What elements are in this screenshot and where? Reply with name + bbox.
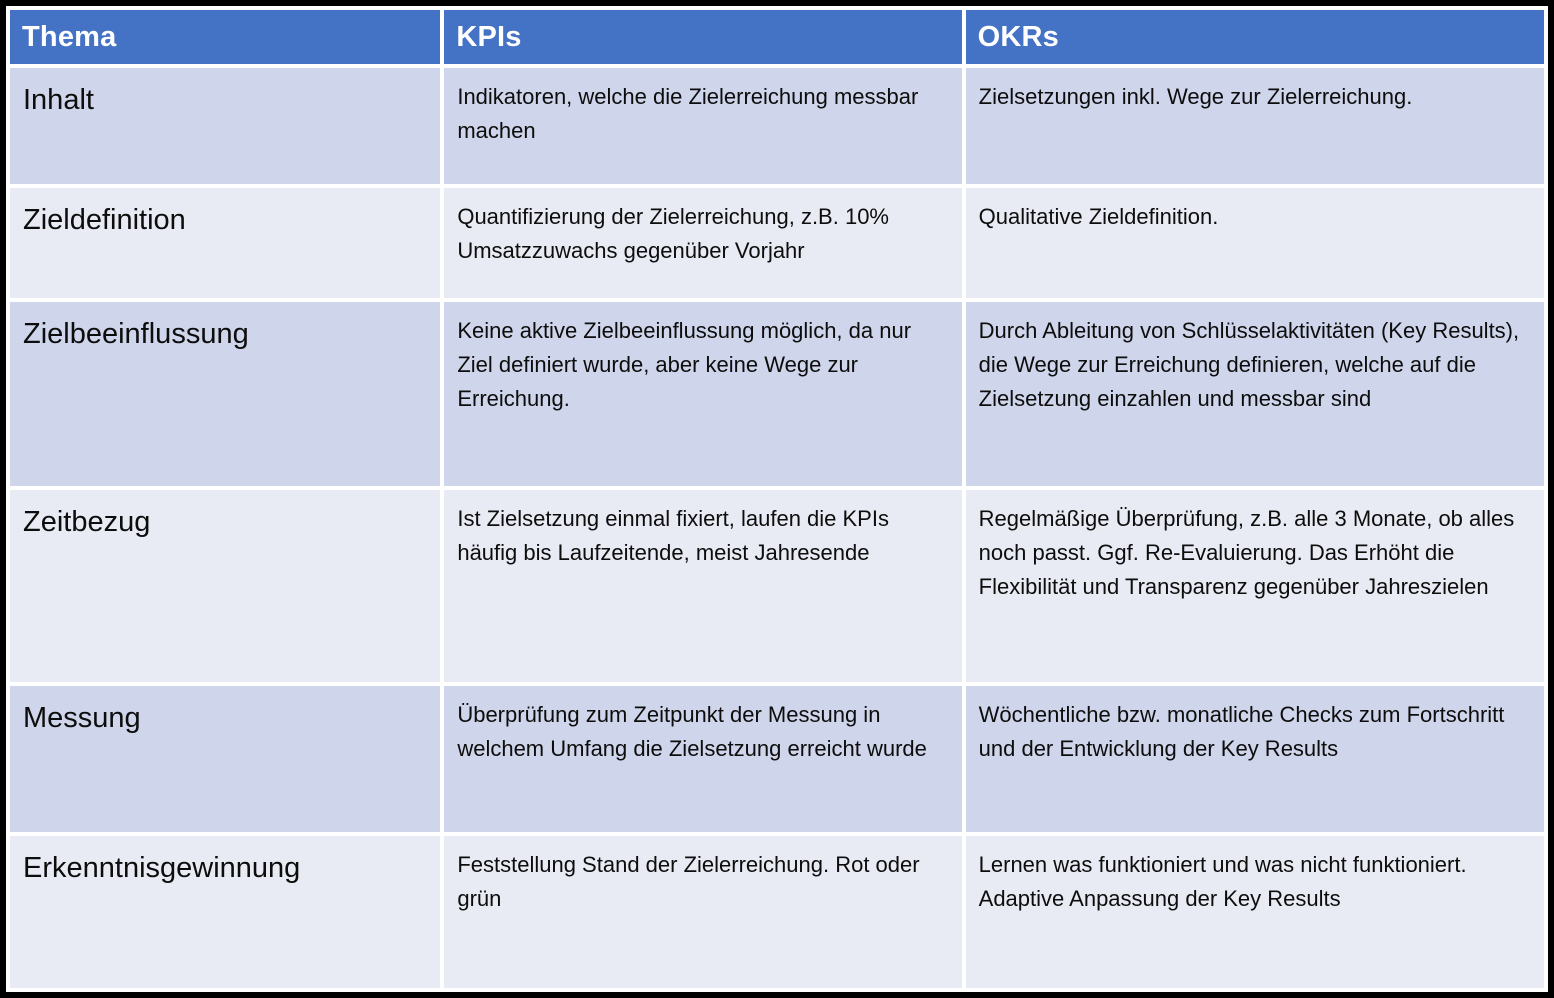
cell-erkenntnisgewinnung-kpis: Feststellung Stand der Zielerreichung. Rot oder grün bbox=[444, 836, 961, 988]
row-label-erkenntnisgewinnung: Erkenntnisgewinnung bbox=[10, 836, 440, 988]
cell-inhalt-okrs: Zielsetzungen inkl. Wege zur Zielerreichung. bbox=[966, 68, 1544, 184]
row-label-zeitbezug: Zeitbezug bbox=[10, 490, 440, 682]
row-label-inhalt: Inhalt bbox=[10, 68, 440, 184]
table-row-zeitbezug bbox=[10, 490, 1544, 682]
cell-zeitbezug-kpis: Ist Zielsetzung einmal fixiert, laufen die KPIs häufig bis Laufzeitende, meist Jahresende bbox=[444, 490, 961, 682]
table-row-erkenntnisgewinnung bbox=[10, 836, 1544, 988]
cell-zieldefinition-okrs: Qualitative Zieldefinition. bbox=[966, 188, 1544, 298]
row-label-zielbeeinflussung: Zielbeeinflussung bbox=[10, 302, 440, 486]
table-row-zieldefinition bbox=[10, 188, 1544, 298]
table-row-zielbeeinflussung bbox=[10, 302, 1544, 486]
cell-erkenntnisgewinnung-okrs: Lernen was funktioniert und was nicht funktioniert. Adaptive Anpassung der Key Results bbox=[966, 836, 1544, 988]
column-header-kpis: KPIs bbox=[444, 10, 961, 64]
table-row-messung bbox=[10, 686, 1544, 832]
kpi-okr-comparison-table bbox=[6, 6, 1548, 992]
cell-zeitbezug-okrs: Regelmäßige Überprüfung, z.B. alle 3 Monate, ob alles noch passt. Ggf. Re-Evaluierung. Das Erhöht die Flexibilität und Transparenz gegenüber Jahreszielen bbox=[966, 490, 1544, 682]
cell-zieldefinition-kpis: Quantifizierung der Zielerreichung, z.B. 10% Umsatzzuwachs gegenüber Vorjahr bbox=[444, 188, 961, 298]
cell-messung-okrs: Wöchentliche bzw. monatliche Checks zum Fortschritt und der Entwicklung der Key Results bbox=[966, 686, 1544, 832]
row-label-zieldefinition: Zieldefinition bbox=[10, 188, 440, 298]
cell-zielbeeinflussung-kpis: Keine aktive Zielbeeinflussung möglich, da nur Ziel definiert wurde, aber keine Wege zur Erreichung. bbox=[444, 302, 961, 486]
header-row bbox=[10, 10, 1544, 64]
cell-zielbeeinflussung-okrs: Durch Ableitung von Schlüsselaktivitäten (Key Results), die Wege zur Erreichung definieren, welche auf die Zielsetzung einzahlen und messbar sind bbox=[966, 302, 1544, 486]
column-header-thema: Thema bbox=[10, 10, 440, 64]
column-header-okrs: OKRs bbox=[966, 10, 1544, 64]
cell-messung-kpis: Überprüfung zum Zeitpunkt der Messung in welchem Umfang die Zielsetzung erreicht wurde bbox=[444, 686, 961, 832]
row-label-messung: Messung bbox=[10, 686, 440, 832]
cell-inhalt-kpis: Indikatoren, welche die Zielerreichung messbar machen bbox=[444, 68, 961, 184]
table-row-inhalt bbox=[10, 68, 1544, 184]
